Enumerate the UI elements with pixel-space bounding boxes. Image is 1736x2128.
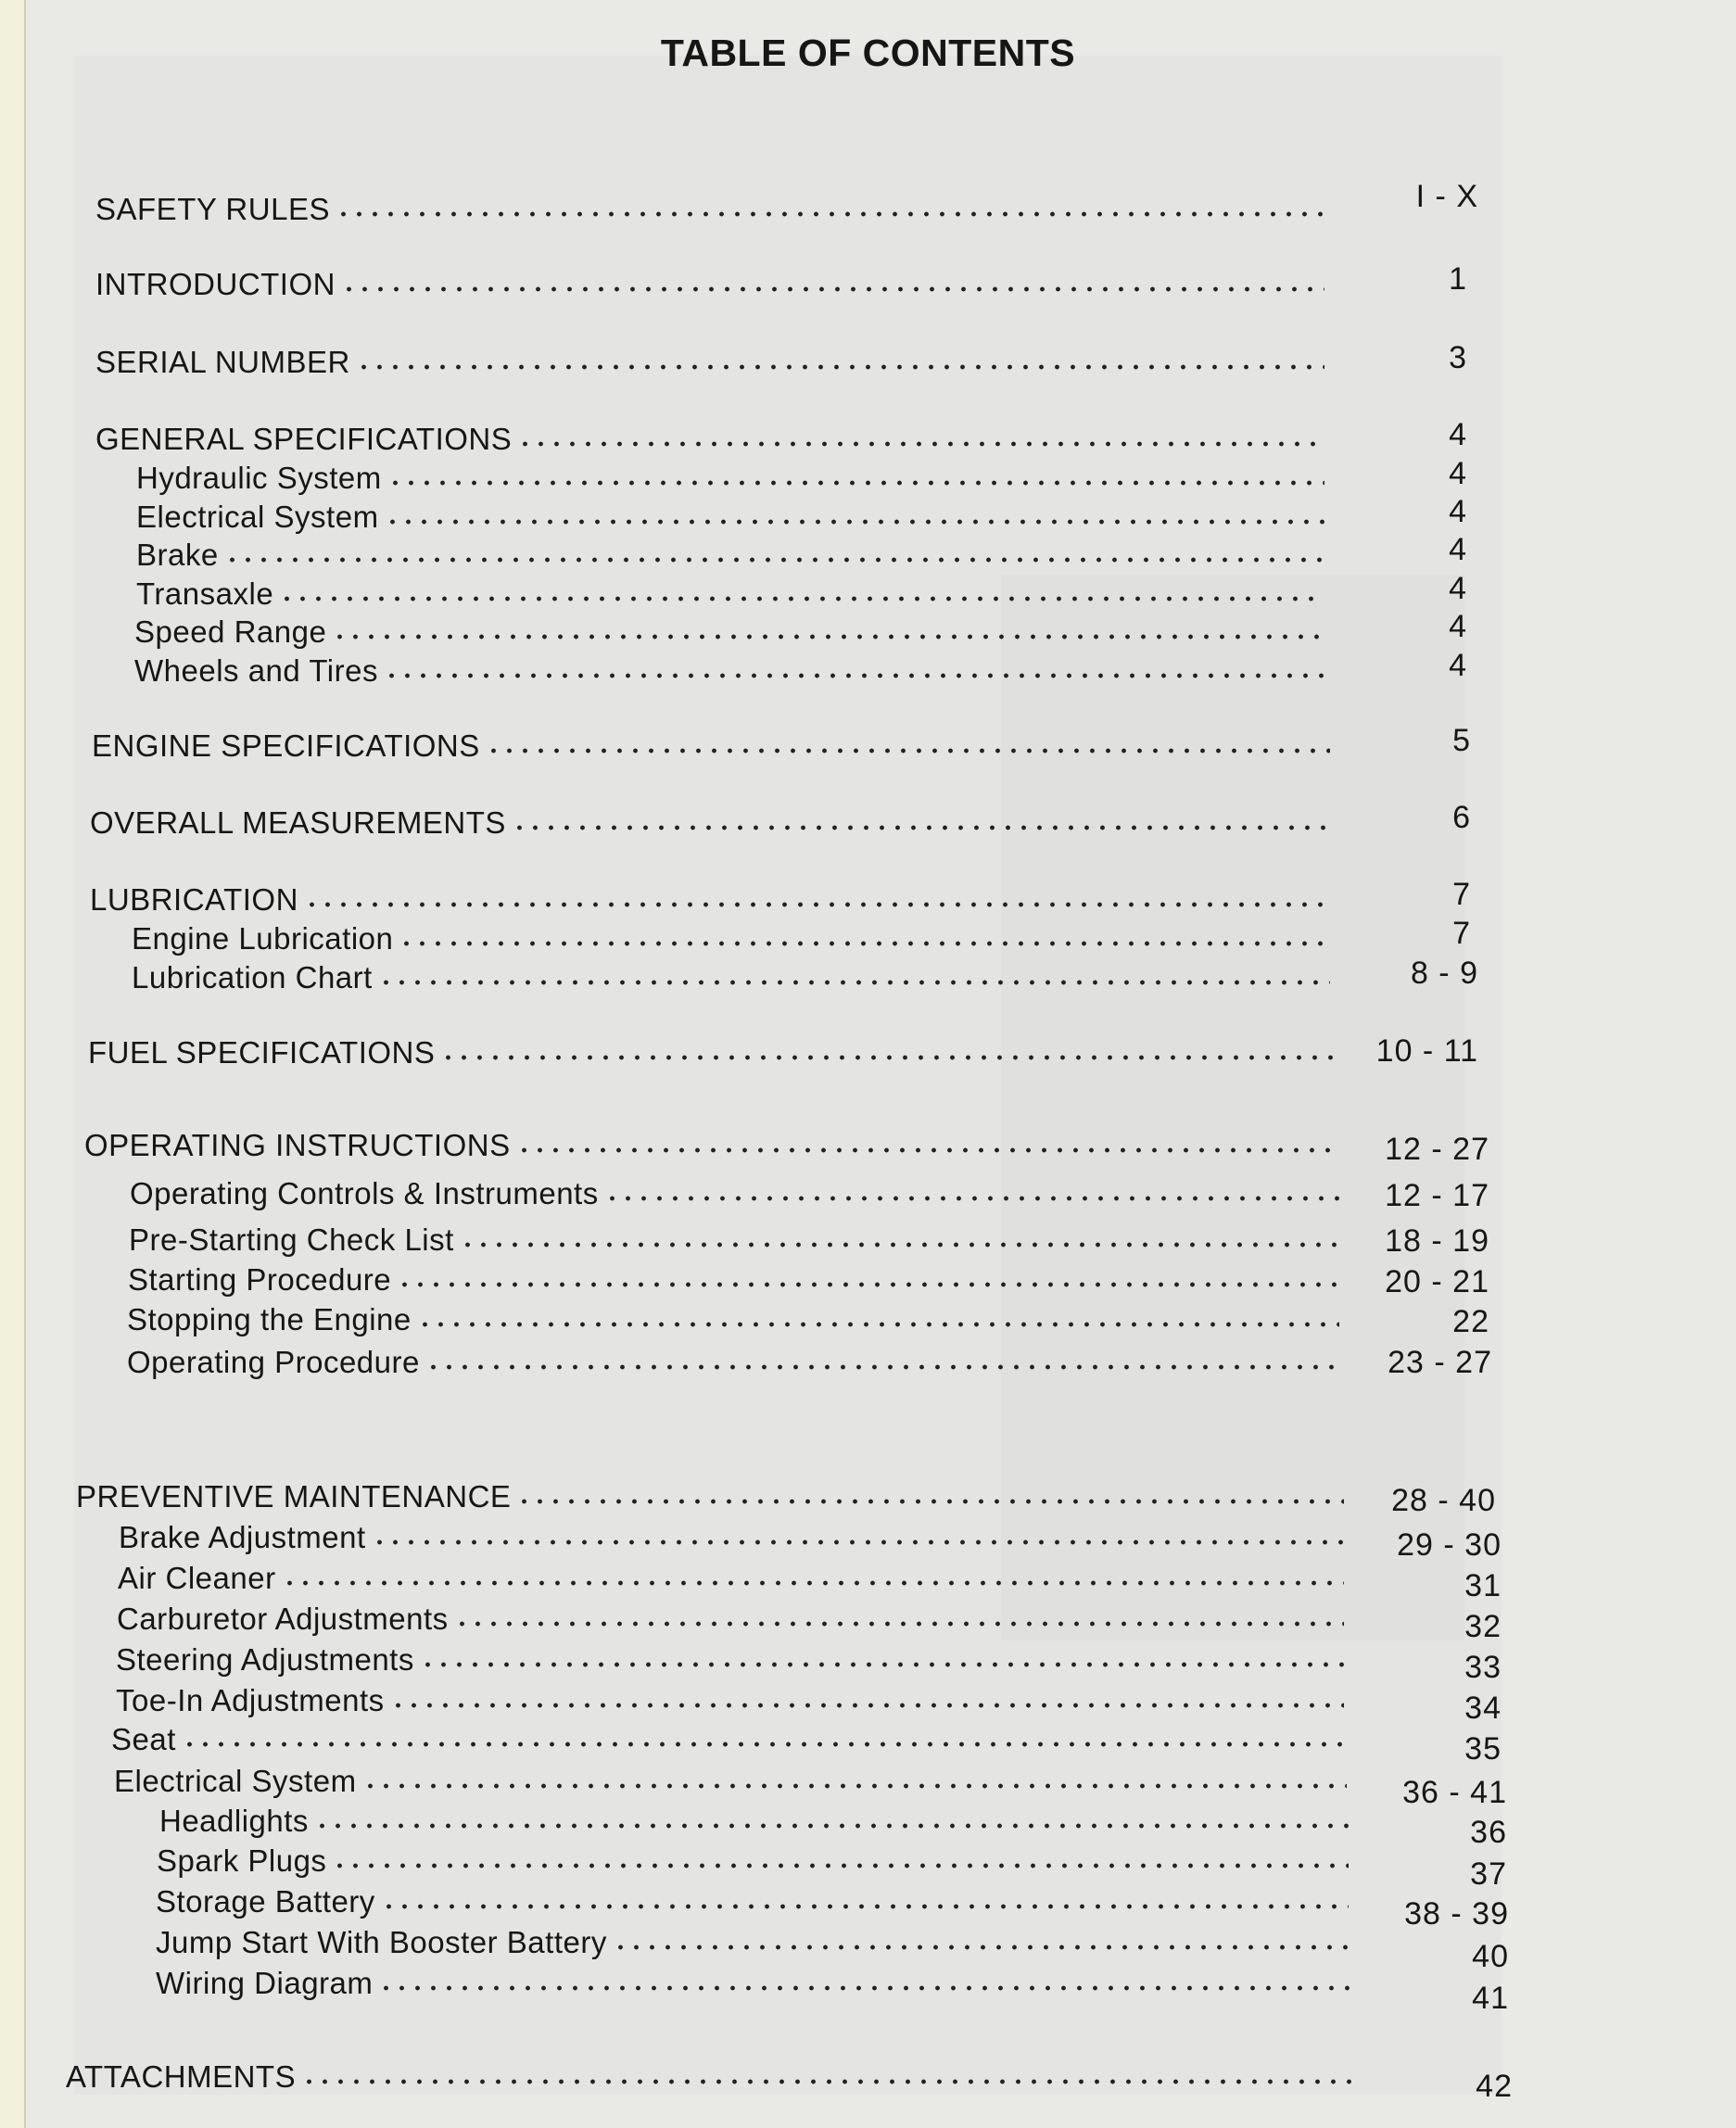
entry-label: Pre-Starting Check List [129, 1222, 454, 1257]
dot-leader [460, 1240, 1339, 1249]
toc-entry-toe-in-adjustments [116, 1683, 1357, 1718]
toc-entry-electrical-system [136, 500, 1337, 535]
toc-entry-brake [136, 538, 1337, 573]
entry-label: Wiring Diagram [156, 1966, 374, 2000]
dot-leader [304, 900, 1330, 909]
toc-entry-serial-number [95, 345, 1337, 380]
toc-entry-spark-plugs [157, 1843, 1362, 1879]
entry-label: Electrical System [114, 1764, 357, 1798]
dot-leader [332, 1861, 1349, 1870]
dot-leader [516, 1146, 1339, 1155]
dot-leader [454, 1619, 1344, 1628]
dot-leader [279, 594, 1324, 603]
entry-label: Storage Battery [156, 1884, 375, 1919]
toc-entry-pre-starting-check-list [129, 1222, 1352, 1258]
toc-entry-carburetor-adjustments [117, 1602, 1357, 1637]
toc-entry-operating-procedure [127, 1345, 1352, 1380]
entry-label: Hydraulic System [136, 461, 382, 495]
entry-label: SAFETY RULES [95, 192, 330, 226]
toc-entry-hydraulic-system [136, 461, 1337, 496]
dot-leader [301, 2077, 1353, 2086]
toc-entry-attachments [66, 2059, 1366, 2095]
toc-entry-operating-controls-and-instruments [130, 1176, 1352, 1211]
dot-leader [356, 362, 1324, 372]
toc-entry-transaxle [136, 576, 1337, 612]
dot-leader [486, 746, 1330, 755]
dot-leader [224, 555, 1324, 564]
entry-label: PREVENTIVE MAINTENANCE [76, 1479, 512, 1514]
entry-page: 7 [1452, 916, 1471, 951]
entry-page: 40 [1472, 1939, 1509, 1974]
toc-entry-fuel-specifications [88, 1035, 1349, 1070]
entry-label: Toe-In Adjustments [116, 1683, 385, 1717]
dot-leader [378, 1983, 1351, 1993]
entry-page: 8 - 9 [1410, 956, 1478, 991]
entry-label: ENGINE SPECIFICATIONS [92, 728, 480, 763]
entry-page: 37 [1470, 1856, 1507, 1892]
toc-entry-stopping-the-engine [127, 1302, 1352, 1337]
toc-entry-preventive-maintenance [76, 1479, 1357, 1514]
dot-leader [512, 823, 1330, 832]
entry-label: Brake Adjustment [119, 1520, 366, 1554]
dot-leader [613, 1943, 1351, 1952]
dot-leader [390, 1701, 1344, 1710]
entry-page: 4 [1449, 494, 1467, 529]
entry-page: 31 [1464, 1568, 1502, 1603]
entry-label: Operating Procedure [127, 1345, 420, 1379]
dot-leader [420, 1660, 1344, 1669]
toc-entry-safety-rules [95, 192, 1337, 227]
toc-entry-overall-measurements [90, 805, 1343, 841]
entry-page: 4 [1449, 648, 1467, 683]
entry-page: 5 [1452, 723, 1471, 758]
dot-leader [336, 209, 1324, 219]
dot-leader [387, 478, 1324, 488]
entry-label: Stopping the Engine [127, 1302, 412, 1336]
entry-label: Carburetor Adjustments [117, 1602, 449, 1636]
entry-page: 4 [1449, 417, 1467, 452]
entry-label: FUEL SPECIFICATIONS [88, 1035, 436, 1070]
entry-page: 20 - 21 [1385, 1264, 1489, 1299]
entry-label: LUBRICATION [90, 882, 298, 917]
entry-label: Electrical System [136, 500, 379, 534]
entry-label: Transaxle [136, 576, 274, 611]
toc-entry-headlights [159, 1804, 1362, 1839]
toc-entry-storage-battery [156, 1884, 1362, 1919]
entry-page: 12 - 27 [1385, 1132, 1489, 1167]
entry-page: 1 [1449, 261, 1467, 297]
toc-entry-wheels-and-tires [134, 653, 1337, 689]
entry-page: 38 - 39 [1404, 1896, 1509, 1932]
entry-label: Headlights [159, 1804, 309, 1838]
entry-label: Spark Plugs [157, 1843, 327, 1878]
dot-leader [425, 1362, 1339, 1372]
entry-page: 23 - 27 [1388, 1345, 1492, 1380]
entry-label: GENERAL SPECIFICATIONS [95, 422, 513, 456]
entry-page: 28 - 40 [1391, 1483, 1496, 1518]
entry-label: ATTACHMENTS [66, 2059, 297, 2094]
toc-entry-engine-specifications [92, 728, 1343, 764]
dot-leader [341, 285, 1324, 294]
entry-label: Seat [111, 1722, 176, 1756]
entry-page: 42 [1476, 2069, 1513, 2104]
toc-entry-brake-adjustment [119, 1520, 1357, 1555]
entry-label: Starting Procedure [128, 1262, 392, 1297]
dot-leader [384, 671, 1324, 680]
entry-page: 10 - 11 [1375, 1033, 1478, 1069]
entry-label: Brake [136, 538, 219, 572]
entry-label: Jump Start With Booster Battery [156, 1925, 607, 1959]
entry-page: 4 [1449, 571, 1467, 606]
toc-entry-starting-procedure [128, 1262, 1352, 1298]
toc-entry-steering-adjustments [116, 1642, 1357, 1678]
entry-page: 29 - 30 [1397, 1527, 1502, 1563]
toc-entry-electrical-system-maintenance [114, 1764, 1360, 1799]
entry-label: Wheels and Tires [134, 653, 378, 688]
dot-leader [282, 1578, 1344, 1588]
toc-entry-jump-start-with-booster-battery [156, 1925, 1364, 1960]
entry-page: 6 [1452, 800, 1471, 835]
dot-leader [417, 1320, 1339, 1329]
dot-leader [182, 1740, 1344, 1749]
toc-entry-seat [111, 1722, 1357, 1757]
dot-leader [604, 1194, 1339, 1203]
entry-page: 12 - 17 [1385, 1178, 1489, 1213]
toc-entry-introduction [95, 267, 1337, 302]
toc-entry-speed-range [134, 614, 1337, 650]
entry-page: 4 [1449, 532, 1467, 567]
dot-leader [516, 1497, 1344, 1506]
entry-page: 3 [1449, 340, 1467, 375]
toc-entry-air-cleaner [118, 1561, 1357, 1596]
entry-label: INTRODUCTION [95, 267, 336, 301]
toc-entry-general-specifications [95, 422, 1337, 457]
toc-entry-engine-lubrication [132, 921, 1343, 956]
dot-leader [332, 632, 1324, 641]
entry-page: 7 [1452, 877, 1471, 912]
entry-page: 18 - 19 [1385, 1223, 1489, 1259]
entry-label: Engine Lubrication [132, 921, 394, 956]
dot-leader [517, 439, 1324, 449]
dot-leader [385, 517, 1324, 526]
toc-entry-lubrication [90, 882, 1343, 918]
dot-leader [372, 1538, 1344, 1547]
dot-leader [399, 939, 1330, 948]
entry-page: 36 [1470, 1815, 1507, 1850]
entry-label: Steering Adjustments [116, 1642, 414, 1677]
entry-page: 32 [1464, 1609, 1502, 1644]
entry-page: 36 - 41 [1402, 1775, 1507, 1810]
entry-label: Operating Controls & Instruments [130, 1176, 599, 1210]
dot-leader [378, 978, 1330, 987]
dot-leader [397, 1280, 1339, 1289]
entry-label: Speed Range [134, 614, 327, 649]
page-title: TABLE OF CONTENTS [660, 32, 1076, 74]
entry-page: 33 [1464, 1650, 1502, 1685]
entry-page: 41 [1472, 1981, 1509, 2016]
dot-leader [381, 1902, 1349, 1911]
entry-label: Lubrication Chart [132, 960, 373, 994]
entry-page: 34 [1464, 1691, 1502, 1726]
dot-leader [440, 1053, 1336, 1062]
entry-page: 4 [1449, 456, 1467, 491]
entry-label: SERIAL NUMBER [95, 345, 350, 379]
entry-page: 4 [1449, 609, 1467, 644]
entry-page: I - X [1415, 179, 1478, 214]
toc-entry-lubrication-chart [132, 960, 1343, 995]
dot-leader [314, 1821, 1349, 1830]
entry-label: OPERATING INSTRUCTIONS [84, 1128, 511, 1162]
entry-page: 22 [1452, 1304, 1489, 1339]
toc-entry-operating-instructions [84, 1128, 1352, 1163]
dot-leader [362, 1781, 1347, 1791]
entry-label: OVERALL MEASUREMENTS [90, 805, 506, 840]
toc-entry-wiring-diagram [156, 1966, 1364, 2001]
entry-page: 35 [1464, 1731, 1502, 1767]
entry-label: Air Cleaner [118, 1561, 276, 1595]
